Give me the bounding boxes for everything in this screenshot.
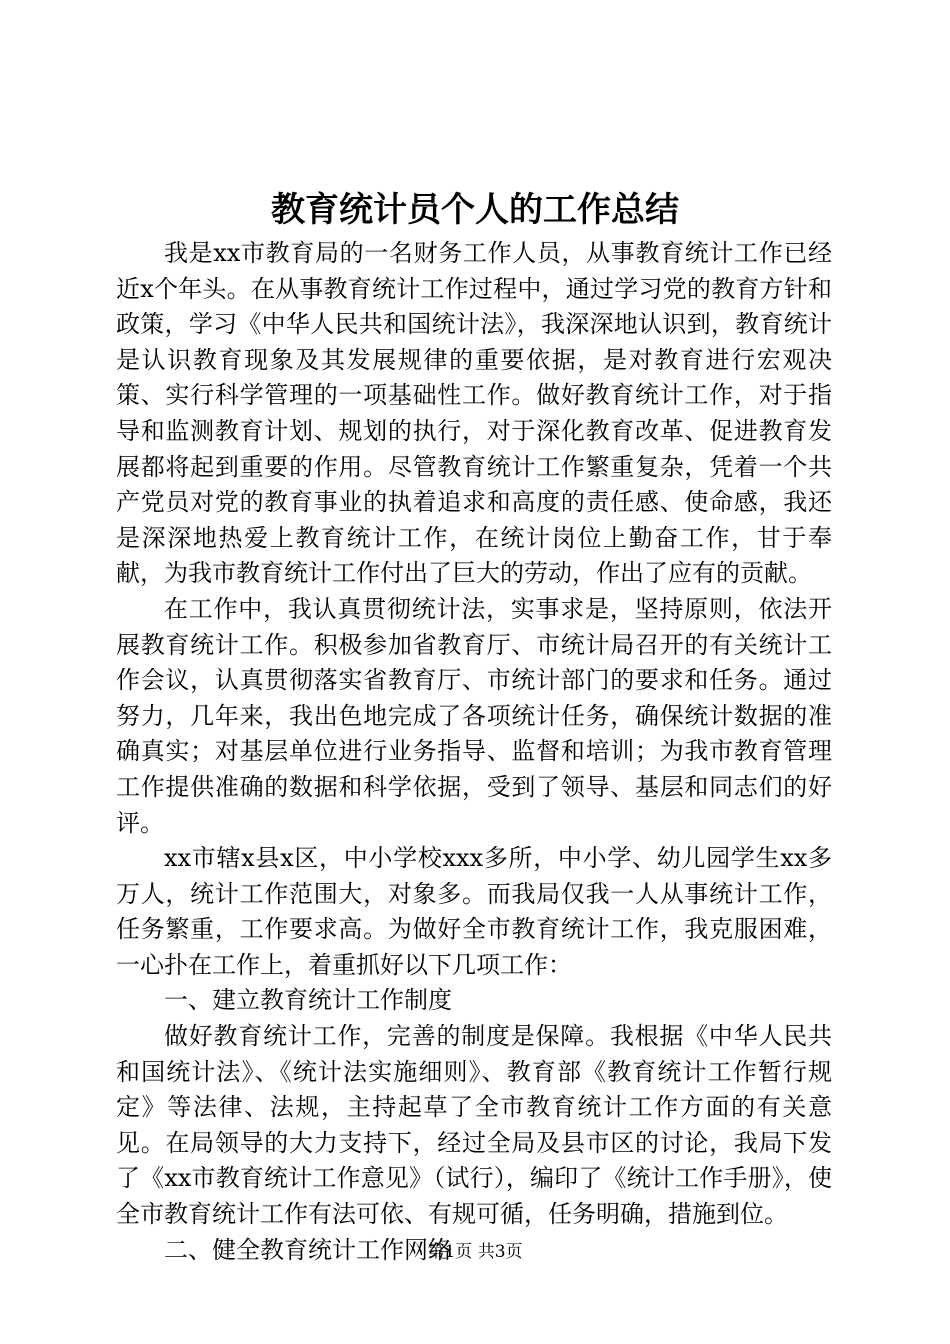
section-heading-1: 一、建立教育统计工作制度 <box>164 986 452 1015</box>
page-footer: 第1页 共3页 <box>427 1242 523 1262</box>
paragraph-work-method: 在工作中，我认真贯彻统计法，实事求是，坚持原则，依法开展教育统计工作。积极参加省教育厅、市统计局召开的有关统计工作会议，认真贯彻落实省教育厅、市统计部门的要求和任务。通过努力，几年来，我出色地完成了各项统计任务，确保统计数据的准确真实；对基层单位进行业务指导、监督和培训；为我市教育管理工作提供准确的数据和科学依据，受到了领导、基层和同志们的好评。 <box>116 594 832 837</box>
paragraph-intro: 我是xx市教育局的一名财务工作人员，从事教育统计工作已经近x个年头。在从事教育统计工作过程中，通过学习党的教育方针和政策，学习《中华人民共和国统计法》，我深深地认识到，教育统计是认识教育现象及其发展规律的重要依据，是对教育进行宏观决策、实行科学管理的一项基础性工作。做好教育统计工作，对于指导和监测教育计划、规划的执行，对于深化教育改革、促进教育发展都将起到重要的作用。尽管教育统计工作繁重复杂，凭着一个共产党员对党的教育事业的执着追求和高度的责任感、使命感，我还是深深地热爱上教育统计工作，在统计岗位上勤奋工作，甘于奉献，为我市教育统计工作付出了巨大的劳动，作出了应有的贡献。 <box>116 239 832 588</box>
document-body <box>116 236 832 1268</box>
section-heading-2: 二、健全教育统计工作网络 <box>164 1235 452 1264</box>
document-title: 教育统计员个人的工作总结 <box>271 190 679 230</box>
paragraph-scope: xx市辖x县x区，中小学校xxx多所，中小学、幼儿园学生xx多万人，统计工作范围大，对象多。而我局仅我一人从事统计工作，任务繁重，工作要求高。为做好全市教育统计工作，我克服困难，一心扑在工作上，着重抓好以下几项工作： <box>116 844 832 979</box>
paragraph-system: 做好教育统计工作，完善的制度是保障。我根据《中华人民共和国统计法》、《统计法实施细则》、教育部《教育统计工作暂行规定》等法律、法规，主持起草了全市教育统计工作方面的有关意见。在局领导的大力支持下，经过全局及县市区的讨论，我局下发了《xx市教育统计工作意见》（试行），编印了《统计工作手册》，使全市教育统计工作有法可依、有规可循，任务明确，措施到位。 <box>116 1022 832 1229</box>
